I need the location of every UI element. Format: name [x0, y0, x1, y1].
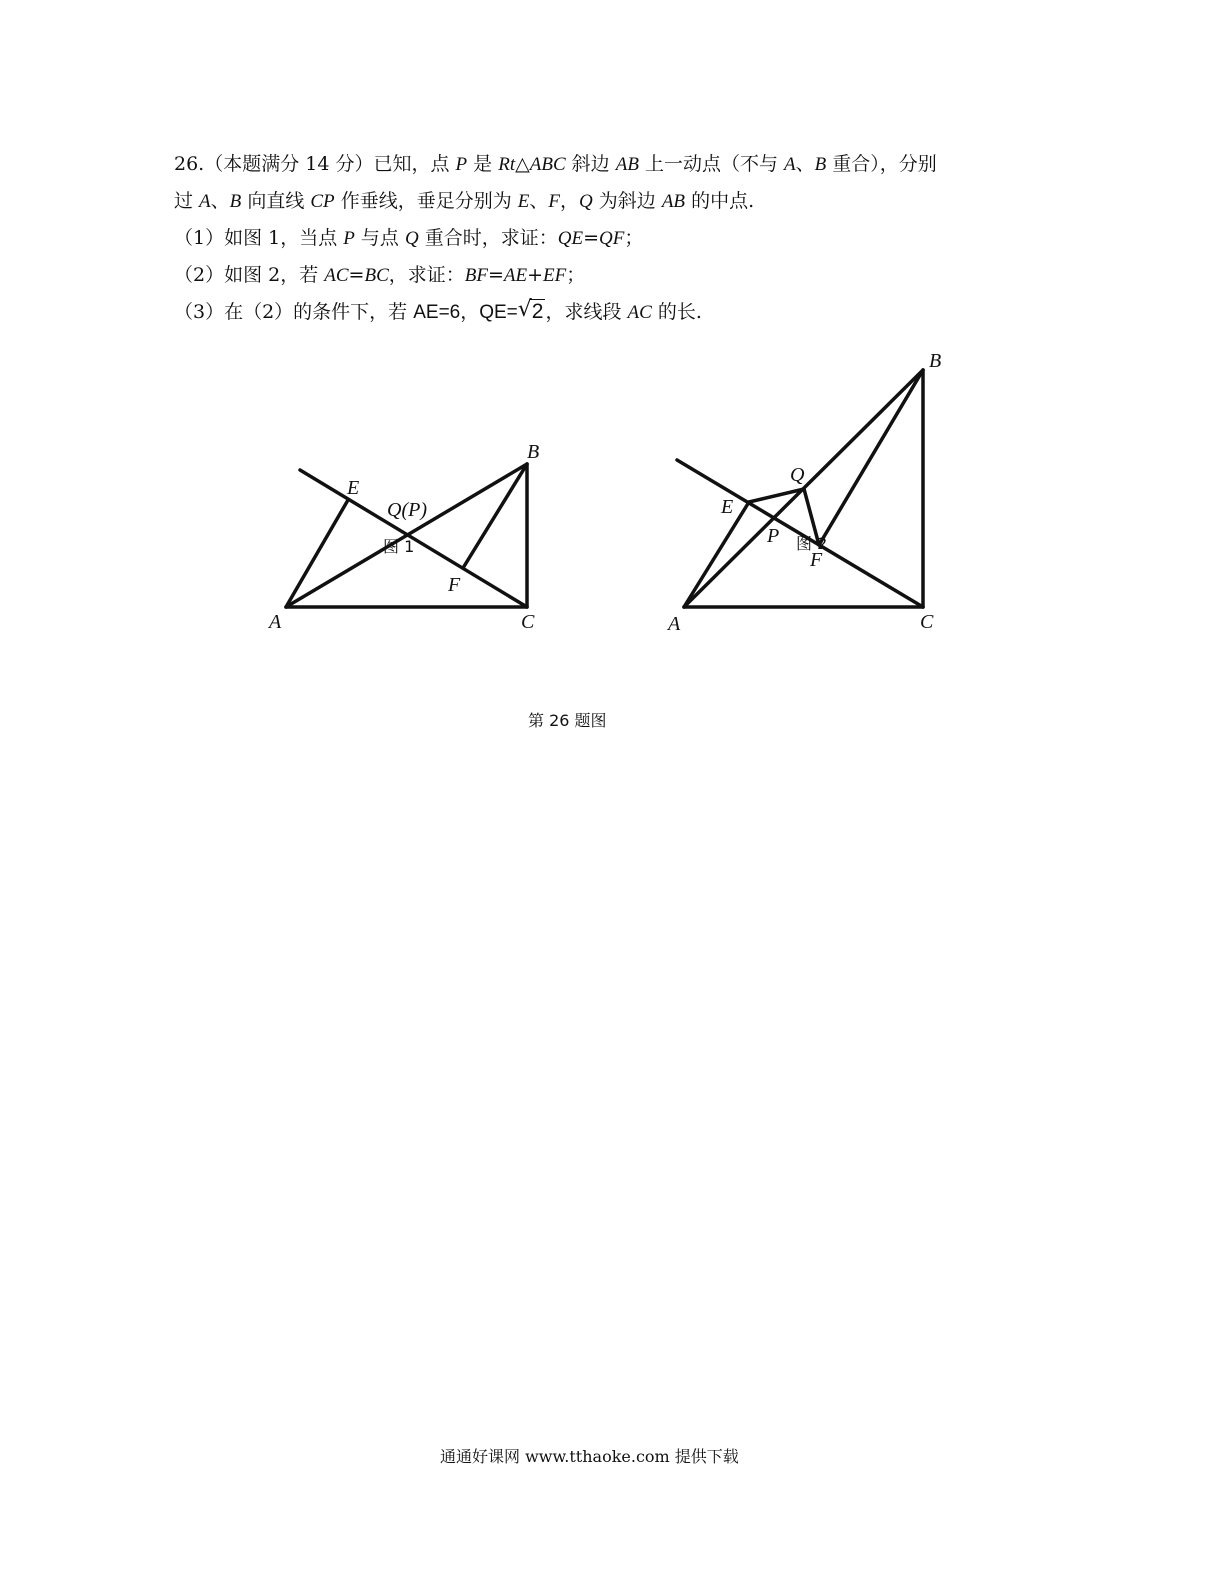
math-variable: AC [324, 265, 349, 286]
math-variable: Rt [498, 154, 516, 175]
math-variable: BF [464, 265, 488, 286]
text-segment: △ [515, 153, 530, 175]
text-segment: ， [559, 190, 579, 212]
text-segment: （1）如图 1，当点 [174, 227, 344, 249]
math-variable: P [455, 154, 468, 175]
text-segment: 、 [210, 190, 230, 212]
text-segment: 过 [174, 190, 200, 212]
math-variable: A [784, 154, 796, 175]
fig2-label-p: P [767, 525, 780, 547]
math-variable: AB [661, 191, 686, 212]
math-variable: QF [599, 228, 625, 249]
text-segment: 重合），分别 [826, 153, 937, 175]
math-variable: EF [543, 265, 567, 286]
fig2-label-b: B [929, 350, 942, 372]
figure-2 [677, 370, 923, 607]
math-variable: Q [404, 228, 419, 249]
text-segment: 、 [529, 190, 549, 212]
text-segment: 、 [795, 153, 815, 175]
sqrt-expression: √ 2 [517, 297, 544, 323]
text-segment: 上一动点（不与 [638, 153, 785, 175]
fig2-label-c: C [920, 611, 934, 633]
footer-credit: 通通好课网 www.tthaoke.com 提供下载 [440, 1447, 739, 1466]
text-segment: + [527, 264, 544, 286]
figure-1 [286, 464, 527, 607]
math-variable: BC [364, 265, 389, 286]
math-variable: QE [557, 228, 584, 249]
math-variable: CP [310, 191, 335, 212]
text-segment: 是 [467, 153, 499, 175]
text-segment: 的中点. [685, 190, 755, 212]
sqrt-value: 2 [531, 300, 544, 323]
math-variable: F [548, 191, 560, 212]
text-segment: 与点 [354, 227, 405, 249]
text-segment: ，求证： [388, 264, 465, 286]
text-segment: 作垂线，垂足分别为 [334, 190, 518, 212]
math-variable: AE [503, 265, 528, 286]
fig2-caption: 图 2 [796, 534, 828, 553]
fig2-label-a: A [668, 613, 681, 635]
text-segment: 重合时，求证： [418, 227, 558, 249]
math-variable: A [199, 191, 211, 212]
fig1-caption: 图 1 [383, 537, 415, 556]
text-segment: 为斜边 [592, 190, 662, 212]
text-segment: 26.（本题满分 14 分）已知，点 [174, 153, 456, 175]
fig1-label-a: A [269, 611, 282, 633]
text-segment: = [348, 264, 365, 286]
math-variable: B [814, 154, 827, 175]
math-variable: ABC [529, 154, 566, 175]
text-segment: 向直线 [241, 190, 311, 212]
fig1-label-e: E [347, 477, 360, 499]
text-segment: ； [624, 227, 644, 249]
part-3-mid: ，求线段 [545, 301, 628, 323]
fig1-label-f: F [448, 574, 461, 596]
math-variable: AB [615, 154, 639, 175]
part-3-intro: （3）在（2）的条件下，若 [174, 301, 414, 323]
text-segment: ； [566, 264, 586, 286]
fig1-segment-bf [463, 464, 527, 568]
text-segment: = [487, 264, 504, 286]
math-variable: Q [579, 191, 593, 212]
fig1-label-qp: Q(P) [387, 499, 427, 521]
part-3-end: 的长. [651, 301, 702, 323]
math-variable: B [229, 191, 242, 212]
fig1-segment-ae [286, 500, 348, 607]
part-3-segment: AC [627, 302, 652, 323]
fig2-label-f: F [810, 549, 823, 571]
fig2-label-e: E [721, 496, 734, 518]
fig1-label-b: B [527, 441, 540, 463]
fig1-label-c: C [521, 611, 535, 633]
part-3-givens: AE=6，QE= [413, 302, 518, 323]
fig2-label-q: Q [790, 464, 805, 486]
figure-caption: 第 26 题图 [528, 711, 607, 730]
text-segment: 斜边 [565, 153, 616, 175]
text-segment: = [583, 227, 599, 249]
math-variable: P [343, 228, 355, 249]
math-variable: E [517, 191, 530, 212]
text-segment: （2）如图 2，若 [174, 264, 325, 286]
